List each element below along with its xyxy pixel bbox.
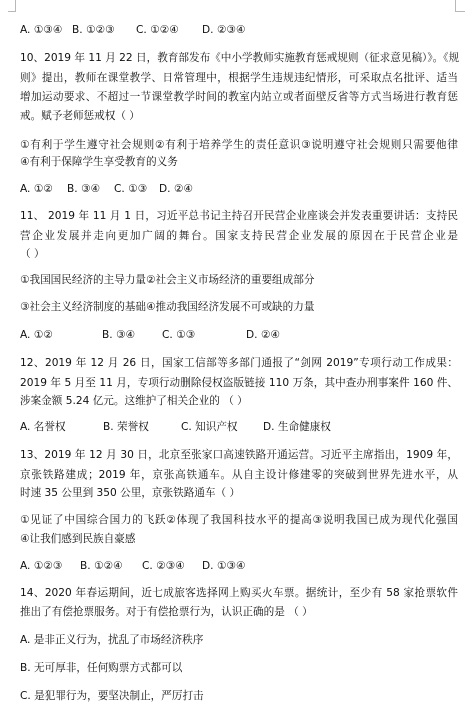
- q12-line-1: 12、2019 年 12 月 26 日，国家工信部等多部门通报了“剑网 2019”专项行动工作成果：: [20, 357, 458, 369]
- q10-line-4: 戒。赋予老师惩戒权（ ）: [20, 110, 140, 122]
- prev-options-row: [20, 24, 245, 37]
- q12-line-2: 2019 年 5 月至 11 月，专项行动删除侵权盗版链接 110 万条，其中查办刑事案件 160 件、: [20, 377, 458, 389]
- q10-line-3: 增加运动要求、不超过一节课堂教学时间的教室内站立或者面壁反省等方式当场进行教育惩: [20, 91, 458, 103]
- option-d: D. 生命健康权: [263, 421, 331, 433]
- option-b: B. ③④: [67, 183, 100, 195]
- q10-statement-2: ④有利于保障学生享受教育的义务: [20, 156, 178, 168]
- option-c: C. ①③: [162, 329, 196, 341]
- q11-line-1: 11、 2019 年 11 月 1 日，习近平总书记主持召开民营企业座谈会并发表重要讲话：支持民: [20, 210, 458, 222]
- option-b: B. 荣誉权: [103, 421, 149, 433]
- q13-statement-1: ①见证了中国综合国力的飞跃②体现了我国科技水平的提高③说明我国已成为现代化强国: [20, 514, 458, 526]
- option-a: A. ①②③: [20, 560, 63, 572]
- q12-line-3: 涉案金额 5.24 亿元。这维护了相关企业的 （ ）: [20, 395, 248, 407]
- option-a: A. ①②: [20, 183, 53, 195]
- option-a: A. ①②: [20, 329, 53, 341]
- page-corner-mark-left: [8, 0, 16, 12]
- q13-options-row: [20, 560, 245, 573]
- option-c: C. ①②④: [136, 24, 179, 36]
- q11-line-3: （ ）: [20, 248, 45, 260]
- option-c: C. ②③④: [142, 560, 185, 572]
- q13-line-2: 京张铁路建成；2019 年，京张高铁通车。从自主设计修建零的突破到世界先进水平，从: [20, 469, 458, 481]
- option-b: B. ①②④: [80, 560, 123, 572]
- q14-line-2: 推出了有偿抢票服务。对于有偿抢票行为，认识正确的是 （ ）: [20, 606, 313, 618]
- q14-option-c: C. 是犯罪行为，要坚决制止，严厉打击: [20, 690, 204, 702]
- option-d: D. ②④: [159, 183, 193, 195]
- q10-statement-1: ①有利于学生遵守社会规则②有利于培养学生的责任意识③说明遵守社会规则只需要他律: [20, 139, 458, 151]
- q10-line-2: 则》提出，教师在课堂教学、日常管理中，根据学生违规违纪情形，可采取点名批评、适当: [20, 72, 458, 84]
- option-a: A. 名誉权: [20, 421, 66, 433]
- q14-option-a: A. 是非正义行为，扰乱了市场经济秩序: [20, 634, 204, 646]
- page-corner-mark-right: [455, 0, 465, 12]
- q14-option-b: B. 无可厚非，任何购票方式都可以: [20, 662, 183, 674]
- q13-line-3: 时速 35 公里到 350 公里，京张铁路通车（ ）: [20, 487, 241, 499]
- q11-statement-2: ③社会主义经济制度的基础④推动我国经济发展不可或缺的力量: [20, 301, 315, 313]
- option-b: B. ③④: [102, 329, 135, 341]
- option-d: D. ②④: [246, 329, 280, 341]
- q10-options-row: [20, 183, 193, 196]
- q11-statement-1: ①我国国民经济的主导力量②社会主义市场经济的重要组成部分: [20, 274, 315, 286]
- option-d: D. ②③④: [202, 24, 246, 36]
- q11-options-row: [20, 329, 280, 342]
- q13-statement-2: ④让我们感到民族自豪感: [20, 533, 136, 545]
- option-a: A. ①③④: [20, 24, 63, 36]
- q14-line-1: 14、2020 年春运期间，近七成旅客选择网上购买火车票。据统计，至少有 58 家抢票软件: [20, 587, 458, 599]
- q12-options-row: [20, 421, 331, 434]
- option-c: C. 知识产权: [181, 421, 238, 433]
- option-c: C. ①③: [114, 183, 148, 195]
- option-b: B. ①②③: [72, 24, 115, 36]
- option-d: D. ①③④: [202, 560, 246, 572]
- q13-line-1: 13、2019 年 12 月 30 日，北京至张家口高速铁路开通运营。习近平主席指出，1909 年，: [20, 449, 458, 461]
- q10-line-1: 10、2019 年 11 月 22 日，教育部发布《中小学教师实施教育惩戒规则（征求意见稿）》。《规: [20, 52, 460, 64]
- q11-line-2: 营企业发展并走向更加广阔的舞台。国家支持民营企业发展的原因在于民营企业是: [20, 230, 458, 242]
